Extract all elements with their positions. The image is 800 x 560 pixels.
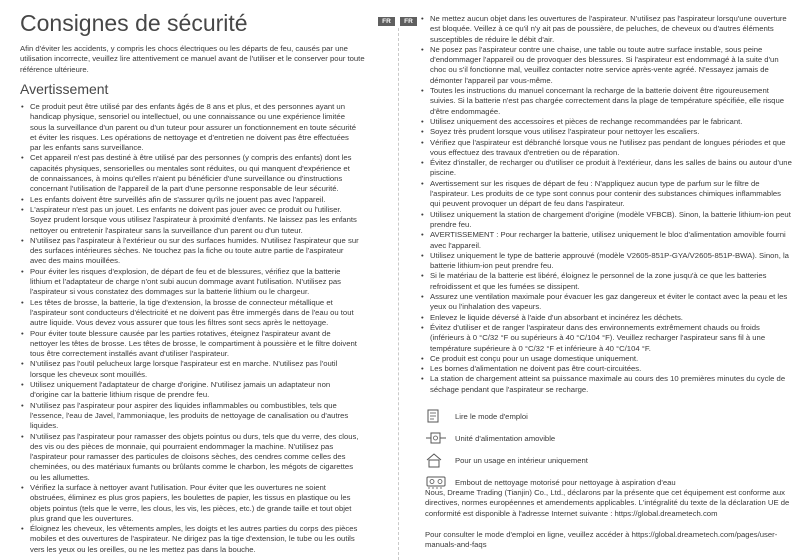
symbol-legend <box>425 405 795 493</box>
book-icon <box>425 407 451 425</box>
power-supply-icon <box>425 429 451 447</box>
list-item: • N'utilisez pas l'aspirateur pour aspirer des liquides inflammables ou combustibles, tels que l'essence, l'eau de Javel, l'ammoniaque, les produits de nettoyage de canalisation ou d'autres liquides. <box>20 401 360 432</box>
legend-label: Unité d'alimentation amovible <box>455 433 556 443</box>
list-item: • Évitez d'installer, de recharger ou d'utiliser ce produit à l'extérieur, dans les salles de bains ou autour d'une piscine. <box>420 158 792 179</box>
list-item: • AVERTISSEMENT : Pour recharger la batterie, utilisez uniquement le bloc d'alimentation amovible fourni avec l'appareil. <box>420 230 792 251</box>
legend-label: Embout de nettoyage motorisé pour nettoyage à aspiration d'eau <box>455 477 676 487</box>
language-tag: FR <box>400 17 417 26</box>
list-item: • Ne posez pas l'aspirateur contre une chaise, une table ou toute autre surface instable, sous peine d'endommager l'appareil ou de provoquer des blessures. Si l'aspirateur est endommagé à la suite d'un choc ou s'il fonctionne mal, veuillez contacter notre service après-vente agréé. N'essayez jamais de démonter l'appareil par vous-même. <box>420 45 792 86</box>
list-item: • Vérifiez que l'aspirateur est débranché lorsque vous ne l'utilisez pas pendant de longues périodes et que vous effectuez des travaux d'entretien ou de réparation. <box>420 138 792 159</box>
list-item: • Soyez très prudent lorsque vous utilisez l'aspirateur pour nettoyer les escaliers. <box>420 127 792 137</box>
list-item: • Ce produit peut être utilisé par des enfants âgés de 8 ans et plus, et des personnes ayant un handicap physique, sensoriel ou intellectuel, ou une connaissance ou une expérience limitée sous la surveillance d'un parent ou d'un tuteur pour assurer un fonctionnement en toute sécurité et éviter les risques. Les opérations de nettoyage et d'entretien ne doivent pas être effectuées par les enfants sans surveillance. <box>20 102 360 153</box>
list-item: • N'utilisez pas l'outil pelucheux large lorsque l'aspirateur est en marche. N'utilisez pas l'outil lorsque les cheveux sont mouillés. <box>20 359 360 380</box>
list-item: • Les enfants doivent être surveillés afin de s'assurer qu'ils ne jouent pas avec l'appareil. <box>20 195 360 205</box>
conformity-declaration: Nous, Dreame Trading (Tianjin) Co., Ltd., déclarons par la présente que cet équipement est conforme aux directives, normes européennes et amendements applicables. L'intégralité du texte de la déclaration UE de conformité est disponible à l'adresse Internet suivante : https://global.dreametech.com <box>425 488 790 518</box>
online-manual-note: Pour consulter le mode d'emploi en ligne, veuillez accéder à https://global.dreametech.com/pages/user-manuals-and-faqs <box>425 530 778 550</box>
right-safety-list <box>420 14 792 395</box>
language-tag: FR <box>378 17 395 26</box>
list-item: • Si le matériau de la batterie est libéré, éloignez le personnel de la zone jusqu'à ce que les batteries refroidissent et que les fumées se dissipent. <box>420 271 792 292</box>
list-item: • Cet appareil n'est pas destiné à être utilisé par des personnes (y compris des enfants) dont les capacités physiques, sensorielles ou mentales sont réduites, ou qui manquent d'expérience et de connaissances, à moins qu'elles n'aient pu bénéficier d'une surveillance ou d'instructions concernant l'utilisation de l'appareil de la part d'une personne responsable de leur sécurité. <box>20 153 360 194</box>
list-item: • Utilisez uniquement des accessoires et pièces de rechange recommandées par le fabricant. <box>420 117 792 127</box>
legend-label: Pour un usage en intérieur uniquement <box>455 455 588 465</box>
list-item: • Enlevez le liquide déversé à l'aide d'un absorbant et incinérez les déchets. <box>420 313 792 323</box>
intro-paragraph: Afin d'éviter les accidents, y compris les chocs électriques ou les départs de feu, causés par une utilisation incorrecte, veuillez lire attentivement ce manuel avant de l'utiliser et le conserver pour toute référence ultérieure. <box>20 44 365 74</box>
list-item: • Utilisez uniquement l'adaptateur de charge d'origine. N'utilisez jamais un adaptateur non d'origine car la batterie lithium risque de prendre feu. <box>20 380 360 401</box>
legend-row <box>425 449 795 471</box>
list-item: • N'utilisez pas l'aspirateur à l'extérieur ou sur des surfaces humides. N'utilisez l'aspirateur que sur des surfaces intérieures sèches. Ne touchez pas la fiche ou toute autre partie de l'aspirateur avec des mains mouillées. <box>20 236 360 267</box>
page-title: Consignes de sécurité <box>20 10 248 36</box>
list-item: • N'utilisez pas l'aspirateur pour ramasser des objets pointus ou durs, tels que du verre, des clous, des vis ou des pièces de monnaie, qui pourraient endommager la machine. N'utilisez pas l'aspirateur pour ramasser des particules de cloisons sèches, des cendres comme celles des cheminées, ou des matériaux fumants ou brûlants comme le charbon, les mégots de cigarettes ou les allumettes. <box>20 432 360 483</box>
list-item: • Utilisez uniquement la station de chargement d'origine (modèle VFBCB). Sinon, la batterie lithium-ion peut prendre feu. <box>420 210 792 231</box>
warning-heading: Avertissement <box>20 81 109 97</box>
list-item: • Pour éviter les risques d'explosion, de départ de feu et de blessures, vérifiez que la batterie lithium et l'adaptateur de charge n'ont subi aucun dommage avant l'utilisation. N'utilisez pas l'aspirateur si vous constatez des dommages sur la batterie lithium ou le chargeur. <box>20 267 360 298</box>
legend-row <box>425 427 795 449</box>
list-item: • Les bornes d'alimentation ne doivent pas être court-circuitées. <box>420 364 792 374</box>
column-divider <box>398 28 399 560</box>
list-item: • La station de chargement atteint sa puissance maximale au cours des 10 premières minutes du cycle de séchage pendant que l'aspirateur se recharge. <box>420 374 792 395</box>
list-item: • Vérifiez la surface à nettoyer avant l'utilisation. Pour éviter que les ouvertures ne soient obstruées, éliminez es plus gros papiers, les boulettes de papier, les tissus en plastique ou les objets pointus (tels que le verre, les clous, les vis, les pièces, etc.) de grande taille et tout objet plus grand que les ouvertures. <box>20 483 360 524</box>
list-item: • Ce produit est conçu pour un usage domestique uniquement. <box>420 354 792 364</box>
list-item: • Éloignez les cheveux, les vêtements amples, les doigts et les autres parties du corps des pièces mobiles et des ouvertures de l'aspirateur. Ne dirigez pas la tige d'extension, le tube ou les outils vers les yeux ou les oreilles, ou ne les mettez pas dans la bouche. <box>20 524 360 555</box>
list-item: • Évitez d'utiliser et de ranger l'aspirateur dans des environnements extrêmement chauds ou froids (inférieurs à 0 °C/32 °F ou supérieurs à 40 °C/104 °F). Veuillez recharger l'aspirateur sans fil à une température supérieure à 0 °C/32 °F et inférieure à 40 °C/104 °F. <box>420 323 792 354</box>
list-item: • Assurez une ventilation maximale pour évacuer les gaz dangereux et éviter le contact avec la peau et les yeux ou l'inhalation des vapeurs. <box>420 292 792 313</box>
list-item: • Utilisez uniquement le type de batterie approuvé (modèle V2605-851P-GYA/V2605-851P-BWA). Sinon, la batterie lithium-ion peut prendre feu. <box>420 251 792 272</box>
list-item: • Les têtes de brosse, la batterie, la tige d'extension, la brosse de connecteur métallique et l'aspirateur sont conducteurs d'électricité et ne doivent pas être immergés dans de l'eau ou tout autre liquide. Vous devez vous assurer que tous les filtres sont secs après le nettoyage. <box>20 298 360 329</box>
legend-label: Lire le mode d'emploi <box>455 411 528 421</box>
list-item: • L'aspirateur n'est pas un jouet. Les enfants ne doivent pas jouer avec ce produit ou l'utiliser. Soyez prudent lorsque vous utilisez l'aspirateur à proximité d'enfants. Ne laissez pas les enfants nettoyer ou entretenir l'aspirateur sans la surveillance d'un parent ou d'un tuteur. <box>20 205 360 236</box>
legend-row <box>425 405 795 427</box>
list-item: • Toutes les instructions du manuel concernant la recharge de la batterie doivent être rigoureusement suivies. Si la batterie n'est pas chargée correctement dans la plage de température spécifiée, elle risque d'être endommagée. <box>420 86 792 117</box>
list-item: • Pour éviter toute blessure causée par les parties rotatives, éteignez l'aspirateur avant de nettoyer les têtes de brosse. Les têtes de brosse, le compartiment à poussière et le filtre doivent tous être correctement installés avant d'utiliser l'aspirateur. <box>20 329 360 360</box>
left-safety-list <box>20 102 360 555</box>
list-item: • Avertissement sur les risques de départ de feu : N'appliquez aucun type de parfum sur le filtre de l'aspirateur. Les produits de ce type sont connus pour contenir des substances chimiques inflammables qui peuvent provoquer un départ de feu dans l'aspirateur. <box>420 179 792 210</box>
list-item: • Ne mettez aucun objet dans les ouvertures de l'aspirateur. N'utilisez pas l'aspirateur lorsqu'une ouverture est bloquée. Veillez à ce qu'il n'y ait pas de poussière, de peluches, de cheveux ou d'autres éléments susceptibles de réduire le débit d'air. <box>420 14 792 45</box>
house-icon <box>425 451 451 469</box>
